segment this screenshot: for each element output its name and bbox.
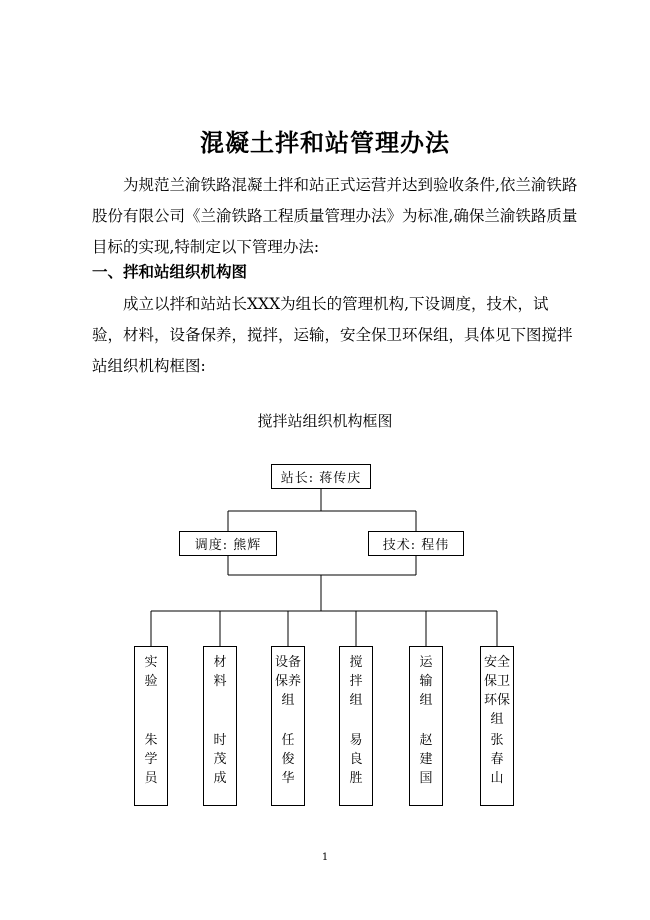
group-name-line: 实	[144, 655, 158, 670]
group-name-line: 组	[281, 693, 295, 708]
group-person-line: 茂	[213, 752, 227, 767]
materials-group-box	[203, 646, 237, 806]
group-person-line: 国	[419, 771, 433, 786]
group-name-line: 组	[349, 693, 363, 708]
group-name-line: 搅	[349, 655, 363, 670]
dispatch-box	[179, 531, 277, 556]
mixing-group-box	[339, 646, 373, 806]
equipment-group-box	[271, 646, 305, 806]
group-person-line: 华	[281, 771, 295, 786]
group-name-line: 输	[419, 674, 433, 689]
group-name-line: 组	[490, 712, 504, 727]
document-title: 混凝土拌和站管理办法	[200, 128, 450, 157]
group-person-line: 张	[490, 733, 504, 748]
group-name-line: 环保	[483, 693, 510, 708]
group-person-line: 俊	[281, 752, 295, 767]
group-person-line: 建	[419, 752, 433, 767]
group-person-line: 胜	[349, 771, 363, 786]
section-paragraph: 成立以拌和站站长XXX为组长的管理机构,下设调度，技术，试验，材料，设备保养，搅拌，运输，安全保卫环保组，具体见下图搅拌站组织机构框图:	[92, 295, 573, 375]
safety-group-box	[480, 646, 514, 806]
group-person-line: 赵	[419, 733, 433, 748]
group-name-line: 运	[419, 655, 433, 670]
group-person-line: 成	[213, 771, 227, 786]
group-person-line: 朱	[144, 733, 158, 748]
head-box	[271, 464, 371, 489]
technical-box	[368, 531, 464, 556]
page-number: 1	[321, 852, 329, 863]
group-name-line: 安全	[483, 655, 510, 670]
intro-paragraph: 为规范兰渝铁路混凝土拌和站正式运营并达到验收条件,依兰渝铁路股份有限公司《兰渝铁路工程质量管理办法》为标准,确保兰渝铁路质量目标的实现,特制定以下管理办法:	[92, 176, 578, 256]
group-person-line: 春	[490, 752, 504, 767]
group-person-line: 员	[144, 771, 158, 786]
transport-group-box	[409, 646, 443, 806]
section-heading: 一、拌和站组织机构图	[92, 262, 248, 281]
group-person-line: 易	[349, 733, 363, 748]
group-person-line: 山	[490, 771, 504, 786]
group-name-line: 料	[213, 674, 227, 689]
group-name-line: 保养	[274, 674, 301, 689]
head-label: 站长: 蒋传庆	[280, 471, 362, 486]
test-group-box	[134, 646, 168, 806]
group-person-line: 良	[349, 752, 363, 767]
group-person-line: 任	[281, 733, 295, 748]
org-chart-title: 搅拌站组织机构框图	[257, 412, 393, 430]
group-name-line: 材	[213, 655, 227, 670]
group-person-line: 时	[213, 733, 227, 748]
dispatch-label: 调度: 熊辉	[194, 538, 262, 553]
group-name-line: 验	[144, 674, 158, 689]
group-name-line: 保卫	[483, 674, 510, 689]
group-person-line: 学	[144, 752, 158, 767]
group-name-line: 设备	[274, 655, 301, 670]
group-name-line: 拌	[349, 674, 363, 689]
group-name-line: 组	[419, 693, 433, 708]
technical-label: 技术: 程伟	[382, 538, 450, 553]
